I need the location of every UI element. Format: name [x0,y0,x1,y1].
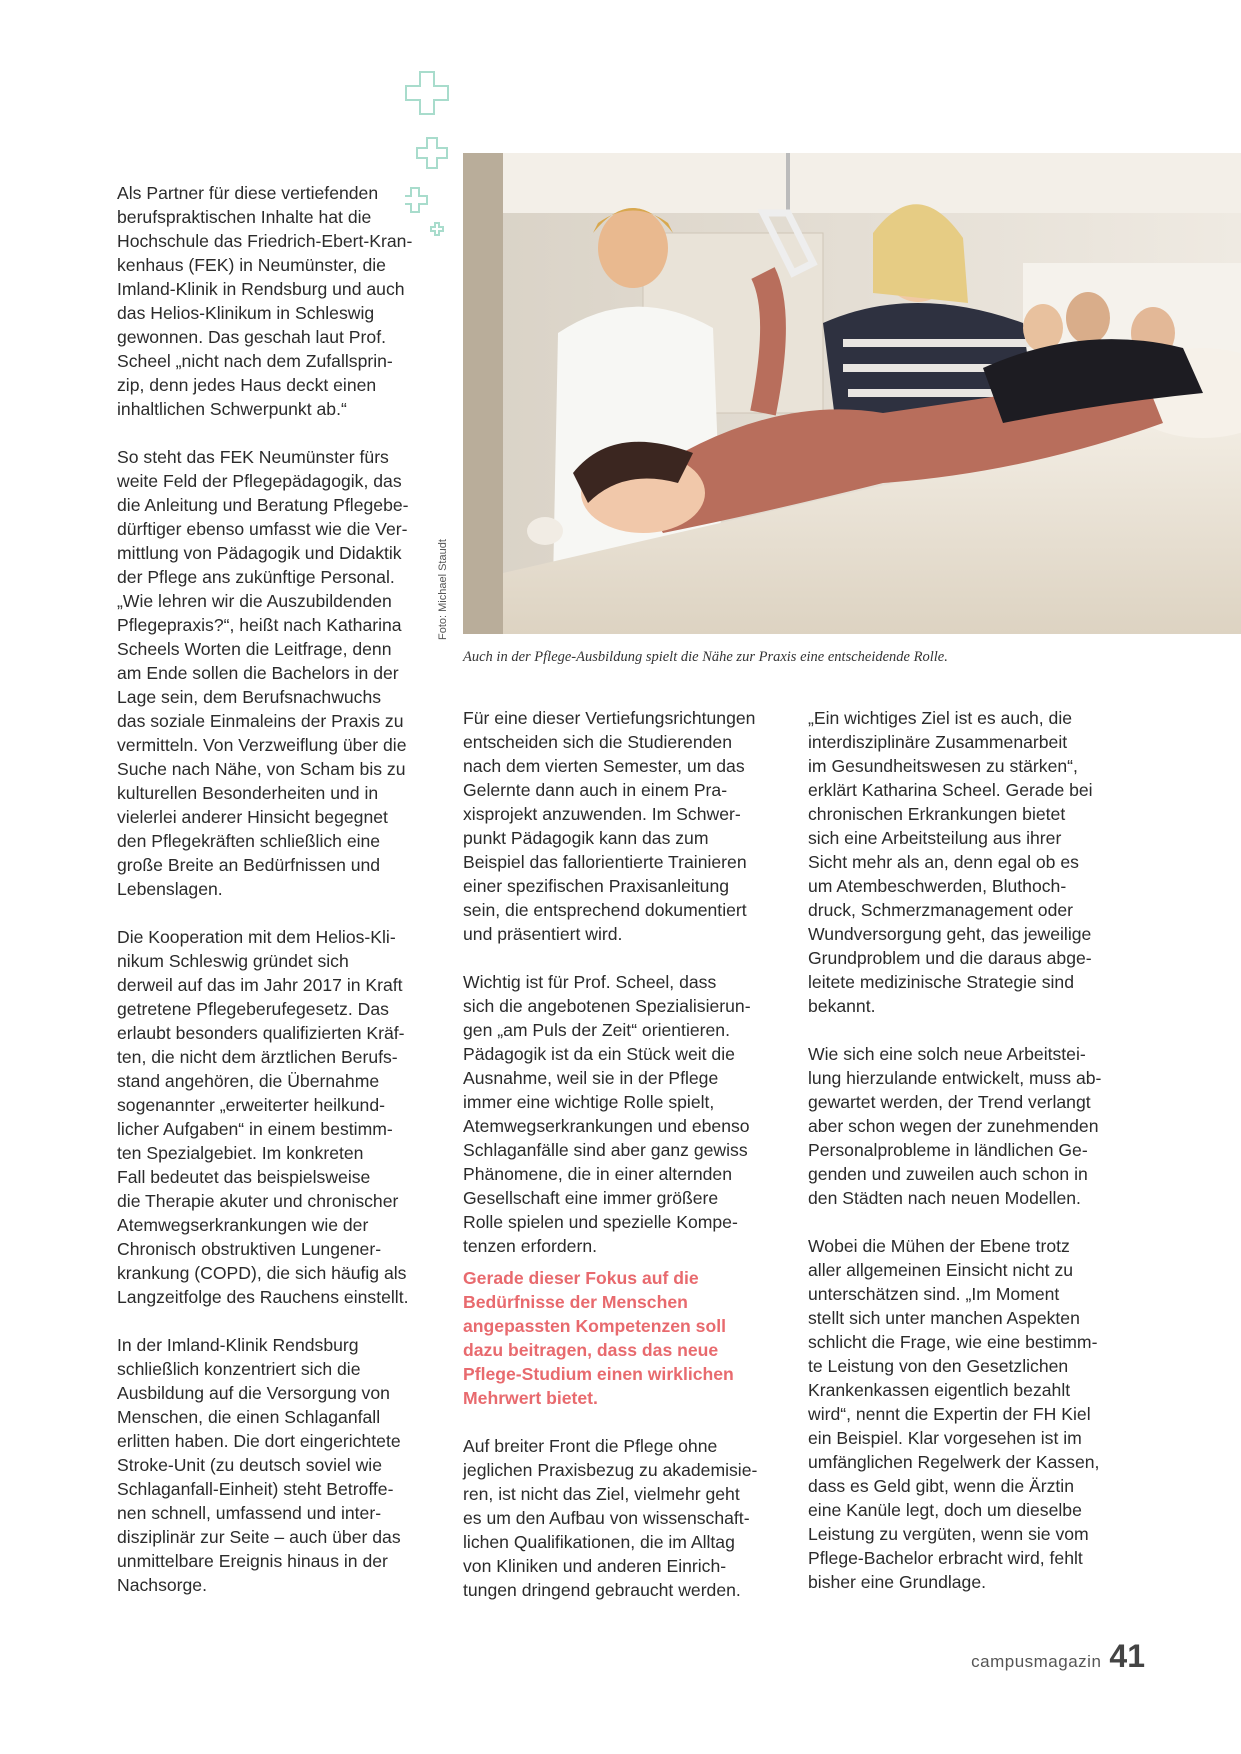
paragraph: Die Kooperation mit dem Helios-Kli- nikum Schleswig gründet sich derweil auf das im Jahr 2017 in Kraft getretene Pflegeberufegesetz. Das erlaubt besonders qualifizierten Kräf- ten, die nicht dem ärztlichen Berufs- stand angehören, die Übernahme sogenannter „erweiterter heilkund- licher Aufgaben“ in einem bestimm- ten Spezialgebiet. Im konkreten Fall bedeutet das beispielsweise die Therapie akuter und chronischer Atemwegserkrankungen wie der Chronisch obstruktiven Lungener- krankung (COPD), die sich häufig als Langzeitfolge des Rauchens einstellt. [117,927,409,1307]
paragraph: Wie sich eine solch neue Arbeitstei- lung hierzulande entwickelt, muss ab- gewartet werden, der Trend verlangt aber schon wegen der zunehmenden Personalprobleme in ländlichen Ge- genden und zuweilen auch schon in den Städten nach neuen Modellen. [808,1044,1102,1208]
paragraph: Wobei die Mühen der Ebene trotz aller allgemeinen Einsicht nicht zu unterschätzen sind. „Im Moment stellt sich unter manchen Aspekten schlicht die Frage, wie eine bestimm- te Leistung von den Gesetzlichen Krankenkassen eigentlich bezahlt wird“, nennt die Expertin der FH Kiel ein Beispiel. Klar vorgesehen ist im umfänglichen Regelwerk der Kassen, dass es Geld gibt, wenn die Ärztin eine Kanüle legt, doch um dieselbe Leistung zu vergüten, wenn sie vom Pflege-Bachelor erbracht wird, fehlt bisher eine Grundlage. [808,1236,1100,1592]
paragraph: Für eine dieser Vertiefungsrichtungen entscheiden sich die Studierenden nach dem vierten Semester, um das Gelernte dann auch in einem Pra- xisprojekt anzuwenden. Im Schwer- punkt Pädagogik kann das zum Beispiel das fallorientierte Trainieren einer spezifischen Praxisanleitung sein, die entsprechend dokumentiert und präsentiert wird. [463,708,756,944]
paragraph: So steht das FEK Neumünster fürs weite Feld der Pflegepädagogik, das die Anleitung und Beratung Pflegebe- dürftiger ebenso umfasst wie die Ver- mittlung von Pädagogik und Didaktik der Pflege ans zukünftige Personal. „Wie lehren wir die Auszubildenden Pflegepraxis?“, heißt nach Katharina Scheels Worten die Leitfrage, denn am Ende sollen die Bachelors in der Lage sein, dem Berufsnachwuchs das soziale Einmaleins der Praxis zu vermitteln. Von Verzweiflung über die Suche nach Nähe, von Scham bis zu kulturellen Besonderheiten und in vielerlei anderer Hinsicht begegnet den Pflegekräften schließlich eine große Breite an Bedürfnissen und Lebenslagen. [117,447,409,899]
article-column-1 [117,181,437,1621]
photo-credit: Foto: Michael Staudt [437,539,449,640]
pull-quote: Gerade dieser Fokus auf die Bedürfnisse der Menschen angepassten Kompetenzen soll dazu beitragen, dass das neue Pflege-Studium einen wirklichen Mehrwert bietet. [463,1268,734,1408]
paragraph: Als Partner für diese vertiefenden berufspraktischen Inhalte hat die Hochschule das Friedrich-Ebert-Kran- kenhaus (FEK) in Neumünster, die Imland-Klinik in Rendsburg und auch das Helios-Klinikum in Schleswig gewonnen. Das geschah laut Prof. Scheel „nicht nach dem Zufallsprin- zip, denn jedes Haus deckt einen inhaltlichen Schwerpunkt ab.“ [117,183,413,419]
nursing-training-photo [463,153,1241,634]
paragraph: Wichtig ist für Prof. Scheel, dass sich die angebotenen Spezialisierun- gen „am Puls der Zeit“ orientieren. Pädagogik ist da ein Stück weit die Ausnahme, weil sie in der Pflege immer eine wichtige Rolle spielt, Atemwegserkrankungen und ebenso Schlaganfälle sind aber ganz gewiss Phänomene, die in einer alternden Gesellschaft eine immer größere Rolle spielen und spezielle Kompe- tenzen erfordern. [463,972,751,1256]
paragraph: In der Imland-Klinik Rendsburg schließlich konzentriert sich die Ausbildung auf die Versorgung von Menschen, die einen Schlaganfall erlitten haben. Die dort eingerichtete Stroke-Unit (zu deutsch soviel wie Schlaganfall-Einheit) steht Betroffe- nen schnell, umfassend und inter- disziplinär zur Seite – auch über das unmittelbare Ereignis hinaus in der Nachsorge. [117,1335,401,1595]
page-number: 41 [1109,1638,1145,1674]
article-column-3 [808,706,1128,1618]
paragraph: Auf breiter Front die Pflege ohne jeglichen Praxisbezug zu akademisie- ren, ist nicht das Ziel, vielmehr geht es um den Aufbau von wissenschaft- lichen Qualifikationen, die im Alltag von Kliniken und anderen Einrich- tungen dringend gebraucht werden. [463,1436,758,1600]
paragraph: „Ein wichtiges Ziel ist es auch, die interdisziplinäre Zusammenarbeit im Gesundheitswesen zu stärken“, erklärt Katharina Scheel. Gerade bei chronischen Erkrankungen bietet sich eine Arbeitsteilung aus ihrer Sicht mehr als an, denn egal ob es um Atembeschwerden, Bluthoch- druck, Schmerzmanagement oder Wundversorgung geht, das jeweilige Grundproblem und die daraus abge- leitete medizinische Strategie sind bekannt. [808,708,1093,1016]
photo-caption: Auch in der Pflege-Ausbildung spielt die Nähe zur Praxis eine entscheidende Rolle. [463,649,948,665]
article-column-2 [463,706,783,1626]
article-photo [463,153,1241,634]
magazine-name: campusmagazin [971,1652,1102,1671]
page-footer [971,1638,1145,1675]
